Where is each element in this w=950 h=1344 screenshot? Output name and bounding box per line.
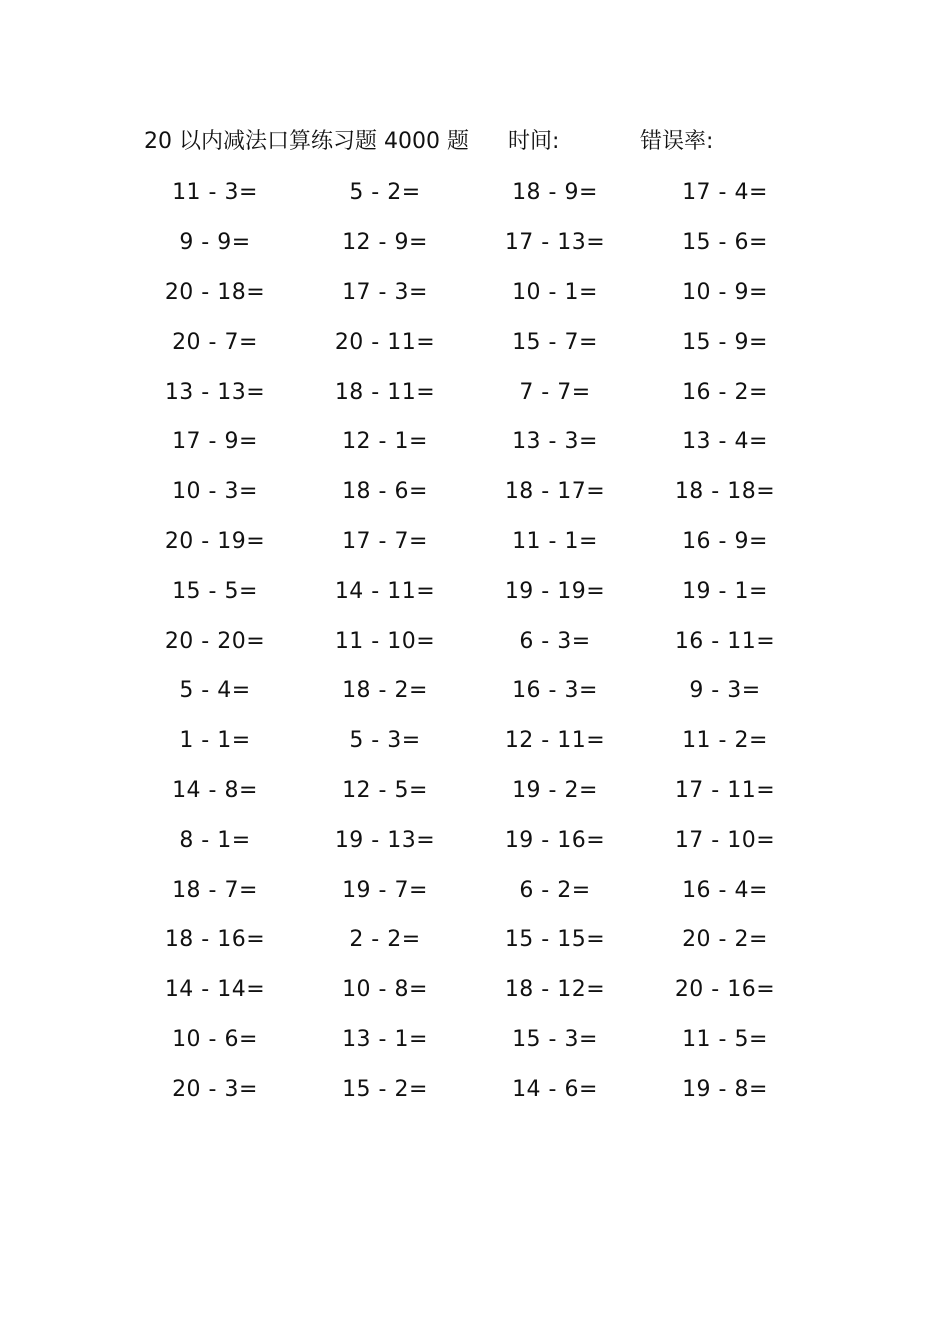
subtraction-problem: 6 - 2= bbox=[519, 877, 591, 903]
subtraction-problem: 15 - 5= bbox=[172, 578, 258, 604]
subtraction-problem: 18 - 11= bbox=[334, 379, 436, 405]
subtraction-problem: 11 - 10= bbox=[334, 628, 436, 654]
subtraction-problem: 19 - 16= bbox=[504, 827, 606, 853]
subtraction-problem: 16 - 3= bbox=[512, 678, 598, 704]
subtraction-problem: 16 - 11= bbox=[674, 628, 776, 654]
subtraction-problem: 19 - 1= bbox=[682, 578, 768, 604]
problem-row bbox=[130, 367, 810, 417]
subtraction-problem: 18 - 17= bbox=[504, 479, 606, 505]
subtraction-problem: 2 - 2= bbox=[349, 927, 421, 953]
subtraction-problem: 17 - 13= bbox=[504, 230, 606, 256]
problem-grid bbox=[130, 168, 810, 1114]
subtraction-problem: 18 - 12= bbox=[504, 977, 606, 1003]
subtraction-problem: 20 - 19= bbox=[164, 528, 266, 554]
subtraction-problem: 20 - 20= bbox=[164, 628, 266, 654]
subtraction-problem: 15 - 15= bbox=[504, 927, 606, 953]
subtraction-problem: 12 - 11= bbox=[504, 728, 606, 754]
subtraction-problem: 18 - 7= bbox=[172, 877, 258, 903]
subtraction-problem: 13 - 4= bbox=[682, 429, 768, 455]
subtraction-problem: 17 - 7= bbox=[342, 528, 428, 554]
subtraction-problem: 17 - 3= bbox=[342, 279, 428, 305]
subtraction-problem: 6 - 3= bbox=[519, 628, 591, 654]
subtraction-problem: 14 - 14= bbox=[164, 977, 266, 1003]
problem-row bbox=[130, 317, 810, 367]
problem-row bbox=[130, 268, 810, 318]
subtraction-problem: 14 - 6= bbox=[512, 1076, 598, 1102]
problem-row bbox=[130, 417, 810, 467]
subtraction-problem: 19 - 8= bbox=[682, 1076, 768, 1102]
subtraction-problem: 20 - 2= bbox=[682, 927, 768, 953]
subtraction-problem: 1 - 1= bbox=[179, 728, 251, 754]
subtraction-problem: 19 - 19= bbox=[504, 578, 606, 604]
problem-row bbox=[130, 1064, 810, 1114]
problem-row bbox=[130, 467, 810, 517]
subtraction-problem: 20 - 7= bbox=[172, 329, 258, 355]
problem-row bbox=[130, 517, 810, 567]
subtraction-problem: 5 - 3= bbox=[349, 728, 421, 754]
subtraction-problem: 9 - 9= bbox=[179, 230, 251, 256]
subtraction-problem: 18 - 18= bbox=[674, 479, 776, 505]
subtraction-problem: 8 - 1= bbox=[179, 827, 251, 853]
subtraction-problem: 7 - 7= bbox=[519, 379, 591, 405]
subtraction-problem: 11 - 1= bbox=[512, 528, 598, 554]
subtraction-problem: 16 - 9= bbox=[682, 528, 768, 554]
subtraction-problem: 20 - 16= bbox=[674, 977, 776, 1003]
problem-row bbox=[130, 915, 810, 965]
subtraction-problem: 20 - 18= bbox=[164, 279, 266, 305]
subtraction-problem: 17 - 11= bbox=[674, 777, 776, 803]
problem-row bbox=[130, 865, 810, 915]
subtraction-problem: 11 - 3= bbox=[172, 180, 258, 206]
subtraction-problem: 16 - 4= bbox=[682, 877, 768, 903]
worksheet-header bbox=[144, 124, 784, 160]
subtraction-problem: 15 - 3= bbox=[512, 1026, 598, 1052]
problem-row bbox=[130, 616, 810, 666]
subtraction-problem: 18 - 9= bbox=[512, 180, 598, 206]
subtraction-problem: 15 - 6= bbox=[682, 230, 768, 256]
subtraction-problem: 19 - 13= bbox=[334, 827, 436, 853]
subtraction-problem: 10 - 8= bbox=[342, 977, 428, 1003]
problem-row bbox=[130, 1015, 810, 1065]
subtraction-problem: 19 - 7= bbox=[342, 877, 428, 903]
subtraction-problem: 17 - 10= bbox=[674, 827, 776, 853]
error-rate-label: 错误率: bbox=[640, 129, 714, 154]
subtraction-problem: 12 - 9= bbox=[342, 230, 428, 256]
subtraction-problem: 13 - 13= bbox=[164, 379, 266, 405]
problem-row bbox=[130, 815, 810, 865]
subtraction-problem: 14 - 11= bbox=[334, 578, 436, 604]
subtraction-problem: 18 - 16= bbox=[164, 927, 266, 953]
subtraction-problem: 20 - 3= bbox=[172, 1076, 258, 1102]
worksheet-title: 20 以内减法口算练习题 4000 题 bbox=[144, 129, 469, 154]
subtraction-problem: 17 - 4= bbox=[682, 180, 768, 206]
problem-row bbox=[130, 716, 810, 766]
problem-row bbox=[130, 566, 810, 616]
problem-row bbox=[130, 218, 810, 268]
subtraction-problem: 11 - 2= bbox=[682, 728, 768, 754]
problem-row bbox=[130, 965, 810, 1015]
subtraction-problem: 5 - 4= bbox=[179, 678, 251, 704]
problem-row bbox=[130, 168, 810, 218]
subtraction-problem: 16 - 2= bbox=[682, 379, 768, 405]
subtraction-problem: 11 - 5= bbox=[682, 1026, 768, 1052]
problem-row bbox=[130, 666, 810, 716]
subtraction-problem: 17 - 9= bbox=[172, 429, 258, 455]
subtraction-problem: 12 - 5= bbox=[342, 777, 428, 803]
subtraction-problem: 18 - 2= bbox=[342, 678, 428, 704]
subtraction-problem: 10 - 9= bbox=[682, 279, 768, 305]
subtraction-problem: 15 - 2= bbox=[342, 1076, 428, 1102]
subtraction-problem: 5 - 2= bbox=[349, 180, 421, 206]
subtraction-problem: 20 - 11= bbox=[334, 329, 436, 355]
subtraction-problem: 10 - 6= bbox=[172, 1026, 258, 1052]
subtraction-problem: 15 - 7= bbox=[512, 329, 598, 355]
subtraction-problem: 19 - 2= bbox=[512, 777, 598, 803]
subtraction-problem: 10 - 1= bbox=[512, 279, 598, 305]
subtraction-problem: 10 - 3= bbox=[172, 479, 258, 505]
subtraction-problem: 9 - 3= bbox=[689, 678, 761, 704]
subtraction-problem: 13 - 1= bbox=[342, 1026, 428, 1052]
subtraction-problem: 18 - 6= bbox=[342, 479, 428, 505]
subtraction-problem: 12 - 1= bbox=[342, 429, 428, 455]
subtraction-problem: 15 - 9= bbox=[682, 329, 768, 355]
subtraction-problem: 14 - 8= bbox=[172, 777, 258, 803]
time-label: 时间: bbox=[508, 129, 560, 154]
problem-row bbox=[130, 766, 810, 816]
subtraction-problem: 13 - 3= bbox=[512, 429, 598, 455]
